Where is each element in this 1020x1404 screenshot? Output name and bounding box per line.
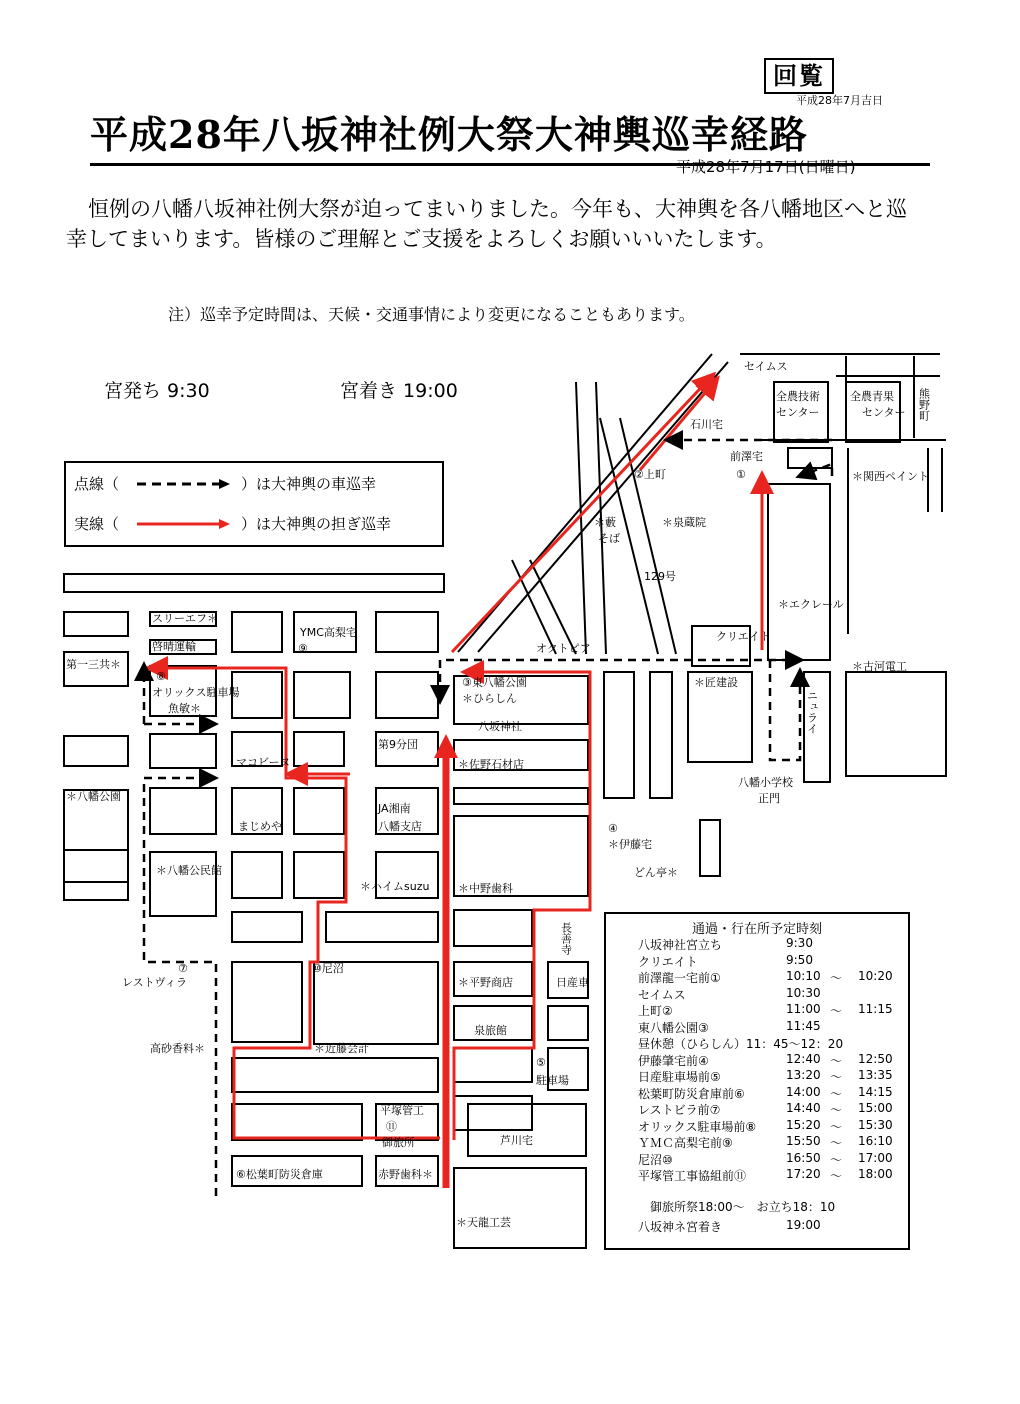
schedule-final-place: 八坂神ネ宮着き	[638, 1220, 723, 1234]
map-label-sen: 泉旅館	[474, 1024, 507, 1037]
map-label-ja: JA湘南	[378, 802, 411, 815]
schedule-start: 14:00	[786, 1084, 821, 1099]
map-label-sano: ＊佐野石材店	[458, 758, 524, 771]
schedule-tilde: ～	[830, 1169, 843, 1183]
map-label-kumano: 熊野町	[917, 388, 931, 421]
map-label-yasaka: 八坂神社	[478, 720, 522, 733]
map-label-kominkan: ＊八幡公民館	[156, 864, 222, 877]
schedule-end: 16:10	[858, 1134, 893, 1148]
map-label-akano: 赤野歯科＊	[378, 1168, 433, 1181]
schedule-tilde: ～	[830, 1004, 843, 1018]
map-label-ishikawa: 石川宅	[690, 418, 723, 431]
schedule-place: 東八幡公園③	[638, 1020, 709, 1035]
schedule-place: 前澤龍一宅前①	[638, 971, 721, 985]
schedule-start: 15:50	[786, 1134, 821, 1148]
schedule-start: 16:50	[786, 1150, 821, 1165]
map-label-zennou_seika: 全農青果	[850, 390, 894, 403]
map-label-uemachi: ②上町	[634, 468, 666, 481]
map-label-haimu: ＊ハイムsuzu	[360, 880, 430, 893]
map-label-school: 八幡小学校	[738, 776, 793, 789]
schedule-row	[638, 1134, 902, 1150]
schedule-place: 平塚管工事協組前⑪	[638, 1169, 747, 1183]
schedule-place: 松葉町防災倉庫前⑥	[638, 1086, 745, 1101]
map-label-bousai: ⑥松葉町防災倉庫	[236, 1168, 323, 1181]
map-label-amanuma: ⑩尼沼	[312, 962, 344, 975]
schedule-start: 11:45	[786, 1018, 821, 1033]
schedule-note: 注）巡幸予定時間は、天候・交通事情により変更になることもあります。	[168, 305, 695, 324]
map-label-nissan: 日産車	[556, 976, 589, 989]
schedule-start: 10:30	[786, 985, 821, 1000]
map-label-p8: ⑧	[156, 670, 166, 683]
schedule-tilde: ～	[830, 1103, 843, 1117]
map-label-rest: レストヴィラ	[122, 976, 188, 989]
map-label-maezawa: 前澤宅	[730, 450, 763, 463]
map-label-p11: ⑪	[386, 1120, 397, 1133]
map-label-otabisho: 御旅所	[382, 1136, 415, 1149]
legend-solid	[74, 513, 391, 534]
schedule-place: オリックス駐車場前⑧	[638, 1119, 757, 1134]
map-label-octopia: オクトピア	[536, 642, 591, 655]
schedule-tilde: ～	[830, 1086, 843, 1101]
map-label-uobin: 魚敏＊	[168, 702, 201, 715]
map-label-kansai: ＊関西ペイント	[852, 470, 929, 483]
schedule-end: 12:50	[858, 1051, 893, 1066]
map-label-kondo: ＊近藤会計	[314, 1042, 369, 1055]
schedule-end: 10:20	[858, 969, 893, 983]
schedule-tilde: ～	[830, 1136, 843, 1150]
map-label-yabu: ＊藪	[594, 516, 616, 529]
schedule-start: 14:40	[786, 1101, 821, 1115]
page-title: 平成28年八坂神社例大祭大神輿巡幸経路	[90, 104, 930, 166]
schedule-end: 11:15	[858, 1002, 893, 1016]
schedule-end: 13:35	[858, 1068, 893, 1082]
map-label-hirashin: ＊ひらしん	[462, 692, 517, 705]
route-legend	[64, 461, 444, 547]
map-label-donko: どん亭＊	[634, 866, 678, 879]
schedule-place: 尼沼⑩	[638, 1152, 673, 1167]
schedule-place: 日産駐車場前⑤	[638, 1070, 721, 1084]
map-label-road129: 129号	[644, 570, 676, 583]
schedule-start: 17:20	[786, 1167, 821, 1181]
schedule-end: 15:30	[858, 1117, 893, 1132]
map-label-daiichi: 第一三共＊	[66, 658, 121, 671]
schedule-row	[638, 986, 902, 1002]
legend-solid-prefix: 実線（	[74, 515, 120, 533]
schedule-place: ＹＭＣ高梨宅前⑨	[638, 1136, 733, 1150]
schedule-title: 通過・行在所予定時刻	[691, 922, 822, 937]
map-label-soba: そば	[598, 532, 620, 545]
schedule-row	[638, 1151, 902, 1167]
intro-paragraph: 恒例の八幡八坂神社例大祭が迫ってまいりました。今年も、大神輿を各八幡地区へと巡幸してまいります。皆様のご理解とご支援をよろしくお願いいいたします。	[66, 197, 907, 251]
map-label-takumi: ＊匠建設	[694, 676, 738, 689]
map-label-p7: ⑦	[178, 962, 188, 975]
schedule-row	[638, 1002, 902, 1018]
map-label-orix: オリックス駐車場	[152, 686, 240, 699]
schedule-start: 9:50	[786, 952, 813, 967]
schedule-place: 昼休憩（ひらしん）11：45～12：20	[638, 1037, 844, 1051]
schedule-start: 11:00	[786, 1002, 821, 1016]
schedule-place: セイムス	[638, 987, 686, 1002]
map-label-parking: 駐車場	[536, 1074, 569, 1087]
schedule-row	[638, 936, 902, 952]
schedule-row	[638, 1052, 902, 1068]
schedule-row	[638, 969, 902, 985]
schedule-row	[638, 953, 902, 969]
map-label-yawata_park: ＊八幡公園	[66, 790, 121, 803]
legend-dotted	[74, 473, 376, 494]
map-label-p9: ⑨	[298, 642, 308, 655]
map-label-dai9: 第9分団	[378, 738, 418, 751]
map-label-three_f: スリーエフ＊	[152, 612, 218, 625]
map-label-higashi: ③東八幡公園	[462, 676, 527, 689]
arrival-time: 宮着き 19:00	[340, 380, 458, 402]
schedule-end: 15:00	[858, 1101, 893, 1115]
schedule-row	[638, 1019, 902, 1035]
map-label-nakano: ＊中野歯科	[458, 882, 513, 895]
map-label-seimon: 正門	[758, 792, 780, 805]
schedule-place: レストビラ前⑦	[638, 1103, 721, 1117]
issue-date: 平成28年7月吉日	[796, 94, 883, 107]
schedule-row	[638, 1101, 902, 1117]
map-label-kureito: クリエイト	[716, 630, 771, 643]
schedule-tilde: ～	[830, 971, 843, 985]
schedule-tilde: ～	[830, 1152, 843, 1167]
departure-time: 宮発ち 9:30	[104, 380, 210, 402]
map-label-chozenji: 長善寺	[559, 922, 573, 955]
map-label-keisei: 啓晴運輸	[152, 640, 196, 653]
map-label-p4: ④	[608, 822, 618, 835]
map-label-ymc: YMC高梨宅	[300, 626, 357, 639]
schedule-start: 12:40	[786, 1051, 821, 1066]
schedule-row	[638, 1085, 902, 1101]
schedule-place: クリエイト	[638, 954, 698, 969]
map-label-ito: ＊伊藤宅	[608, 838, 652, 851]
map-label-nyurai: ニュライ	[805, 690, 819, 734]
map-label-hiratsuka: 平塚管工	[380, 1104, 424, 1117]
map-label-center: センター	[776, 406, 820, 419]
schedule-start: 10:10	[786, 969, 821, 983]
map-label-furukawa: ＊古河電工	[852, 660, 907, 673]
schedule-start: 9:30	[786, 936, 813, 950]
map-label-ja_branch: 八幡支店	[378, 820, 422, 833]
map-label-zennou_tech: 全農技術	[776, 390, 820, 403]
schedule-row	[638, 1167, 902, 1183]
map-label-ashikawa: 芦川宅	[500, 1134, 533, 1147]
schedule-row	[638, 1068, 902, 1084]
schedule-start: 15:20	[786, 1117, 821, 1132]
circulation-stamp: 回覧	[764, 58, 834, 94]
legend-dotted-prefix: 点線（	[74, 475, 120, 493]
schedule-footer: 御旅所祭18:00～ お立ち18：10	[650, 1200, 836, 1214]
schedule-end: 18:00	[858, 1167, 893, 1181]
map-label-ecreel: ＊エクレール	[778, 598, 844, 611]
map-label-tenryu: ＊天龍工芸	[456, 1216, 511, 1229]
schedule-tilde: ～	[830, 1070, 843, 1084]
map-label-makobina: マコビーヌ	[236, 756, 291, 769]
schedule-tilde: ～	[830, 1119, 843, 1134]
schedule-end: 17:00	[858, 1150, 893, 1165]
schedule-row	[638, 1118, 902, 1134]
event-date: 平成28年7月17日(日曜日)	[676, 158, 856, 176]
schedule-place: 伊藤肇宅前④	[638, 1053, 709, 1068]
schedule-place: 八坂神社宮立ち	[638, 938, 723, 952]
map-label-center2: センター	[862, 406, 906, 419]
map-label-p5: ⑤	[536, 1056, 546, 1069]
map-label-seimusu: セイムス	[744, 360, 788, 373]
schedule-final-time: 19:00	[786, 1218, 821, 1232]
schedule-place: 上町②	[638, 1004, 673, 1018]
schedule-table	[604, 912, 910, 1250]
schedule-row	[638, 1035, 902, 1051]
schedule-tilde: ～	[830, 1053, 843, 1068]
map-label-hirano: ＊平野商店	[458, 976, 513, 989]
map-label-senzoin: ＊泉蔵院	[662, 516, 706, 529]
schedule-end: 14:15	[858, 1084, 893, 1099]
map-label-p1: ①	[736, 468, 746, 481]
schedule-start: 13:20	[786, 1068, 821, 1082]
map-label-takasago: 高砂香料＊	[150, 1042, 205, 1055]
legend-dotted-suffix: ）は大神輿の車巡幸	[241, 475, 377, 493]
map-label-majimeya: まじめや	[238, 820, 282, 833]
legend-solid-suffix: ）は大神輿の担ぎ巡幸	[241, 515, 392, 533]
